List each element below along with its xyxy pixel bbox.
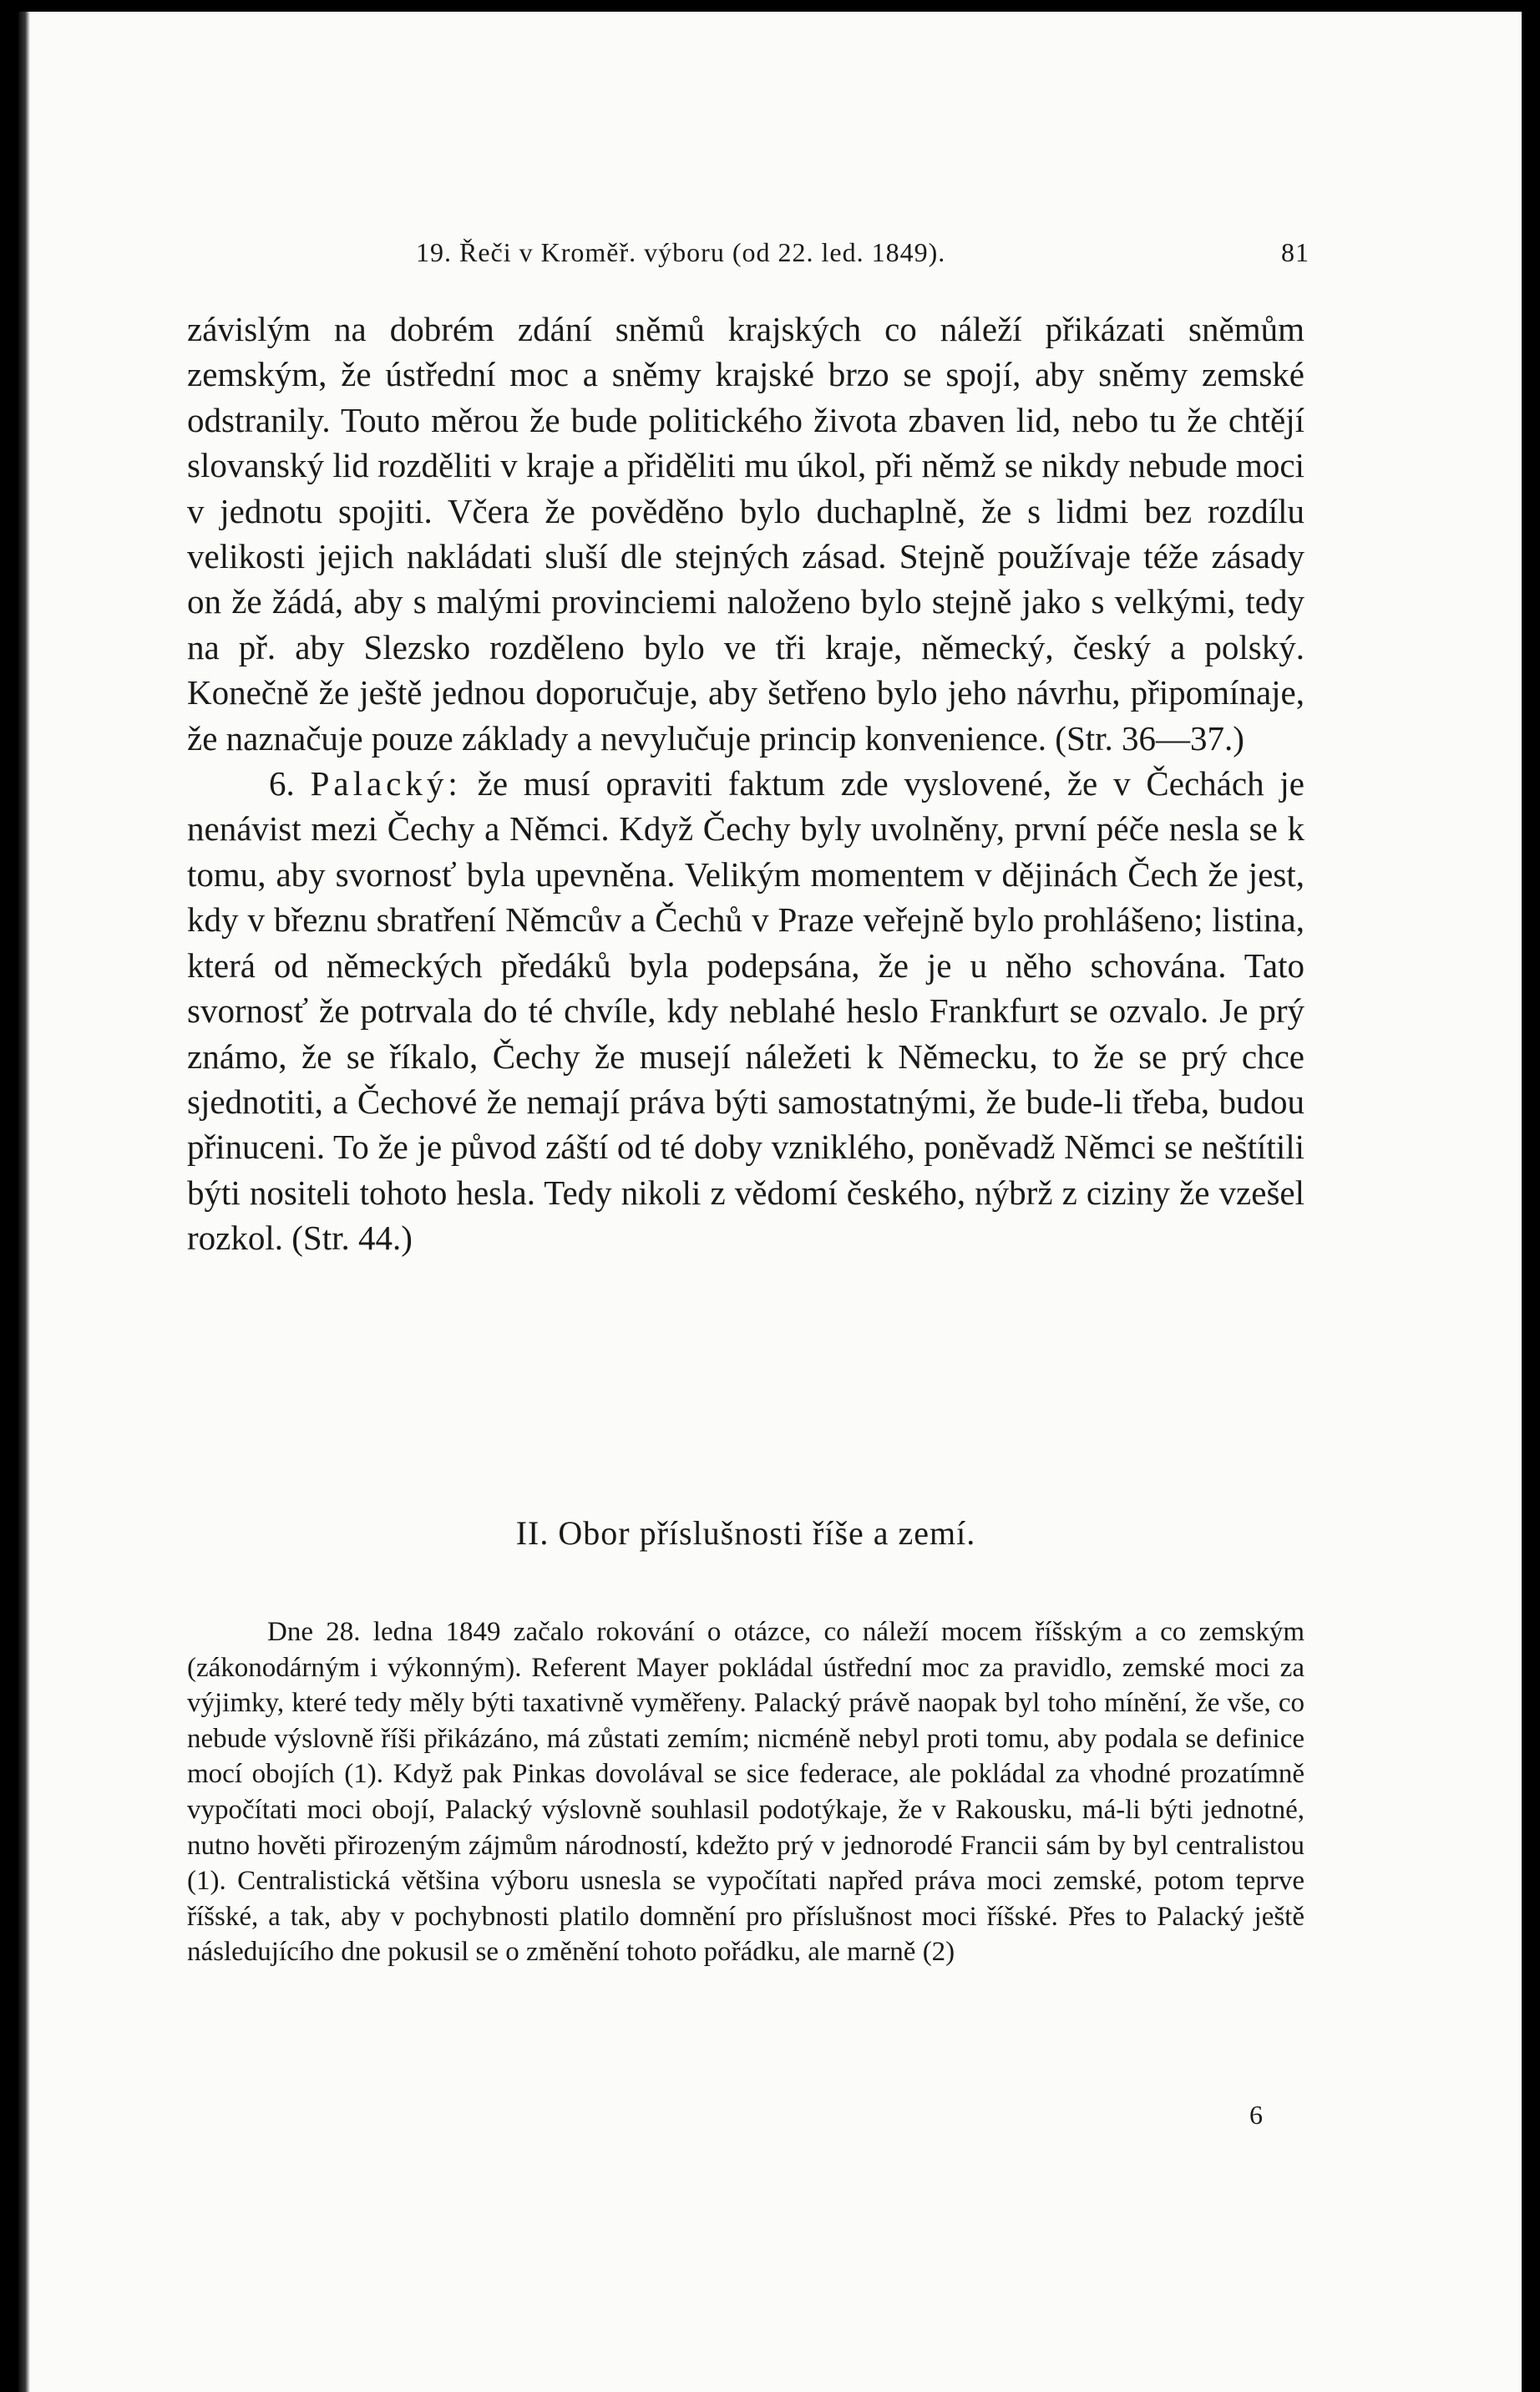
main-text xyxy=(187,307,1304,1261)
paragraph-continuation: závislým na dobrém zdání sněmů krajských co náleží přikázati sněmům zemským, že ústřední moc a sněmy krajské brzo se spojí, aby sněmy zemské odstranily. Touto měrou že bude politického života zbaven lid, nebo tu že chtějí slovanský lid rozděliti v kraje a přiděliti mu úkol, při němž se nikdy nebude moci v jednotu spojiti. Včera že pověděno bylo duchaplně, že s lidmi bez rozdílu velikosti jejich nakládati sluší dle stejných zásad. Stejně používaje téže zásady on že žádá, aby s malými provinciemi naloženo bylo stejně jako s velkými, tedy na př. aby Slezsko rozděleno bylo ve tři kraje, německý, český a polský. Konečně že ještě jednou doporučuje, aby šetřeno bylo jeho návrhu, připomínaje, že naznačuje pouze základy a nevylučuje princip konvenience. (Str. 36—37.) xyxy=(187,310,1304,758)
paragraph-palacky xyxy=(187,761,1304,1260)
printer-signature-mark: 6 xyxy=(1249,2100,1263,2130)
speaker-name: Palacký: xyxy=(310,764,462,803)
speech-text: že musí opraviti faktum zde vyslovené, že v Čechách je nenávist mezi Čechy a Němci. Když Čechy byly uvolněny, první péče nesla se k tomu, aby svornosť byla upevněna. Velikým momentem v dějinách Čech že jest, kdy v březnu sbratření Němcův a Čechů v Praze veřejně bylo prohlášeno; listina, která od německých předáků byla podepsána, že je u něho schována. Tato svornosť že potrvala do té chvíle, kdy neblahé heslo Frankfurt se ozvalo. Je prý známo, že se říkalo, Čechy že musejí náležeti k Německu, to že se prý chce sjednotiti, a Čechové že nemají práva býti samostatnými, že bude-li třeba, budou přinuceni. To že je původ záští od té doby vzniklého, poněvadž Němci se neštítili býti nositeli tohoto hesla. Tedy nikoli z vědomí českého, nýbrž z ciziny že vzešel rozkol. (Str. 44.) xyxy=(187,764,1304,1258)
note-paragraph: Dne 28. ledna 1849 začalo rokování o otázce, co náleží mocem říšským a co zemským (zákonodárným i výkonným). Referent Mayer pokládal ústřední moc za pravidlo, zemské moci za výjimky, které tedy měly býti taxativně vyměřeny. Palacký právě naopak byl toho mínění, že vše, co nebude výslovně říši přikázáno, má zůstati zemím; nicméně nebyl proti tomu, aby podala se definice mocí obojích (1). Když pak Pinkas dovolával se sice federace, ale pokládal za vhodné prozatímně vypočítati moci obojí, Palacký výslovně souhlasil podotýkaje, že v Rakousku, má-li býti jednotné, nutno hověti přirozeným zájmům národností, kdežto prý v jednorodé Francii sám by byl centralistou (1). Centralistická většina výboru usnesla se vypočítati napřed práva moci zemské, potom teprve říšské, a tak, aby v pochybnosti platilo domnění pro příslušnost moci říšské. Přes to Palacký ještě následujícího dne pokusil se o změnění tohoto pořádku, ale marně (2) xyxy=(187,1617,1304,1968)
page-number: 81 xyxy=(1281,237,1310,267)
page-edge-shadow xyxy=(18,12,30,2392)
item-number: 6. xyxy=(269,764,295,803)
section-heading: II. Obor příslušnosti říše a zemí. xyxy=(515,1514,976,1552)
book-page xyxy=(18,12,1522,2392)
running-head-title: 19. Řeči v Kroměř. výboru (od 22. led. 1849). xyxy=(416,237,946,267)
editorial-note xyxy=(187,1614,1304,1970)
